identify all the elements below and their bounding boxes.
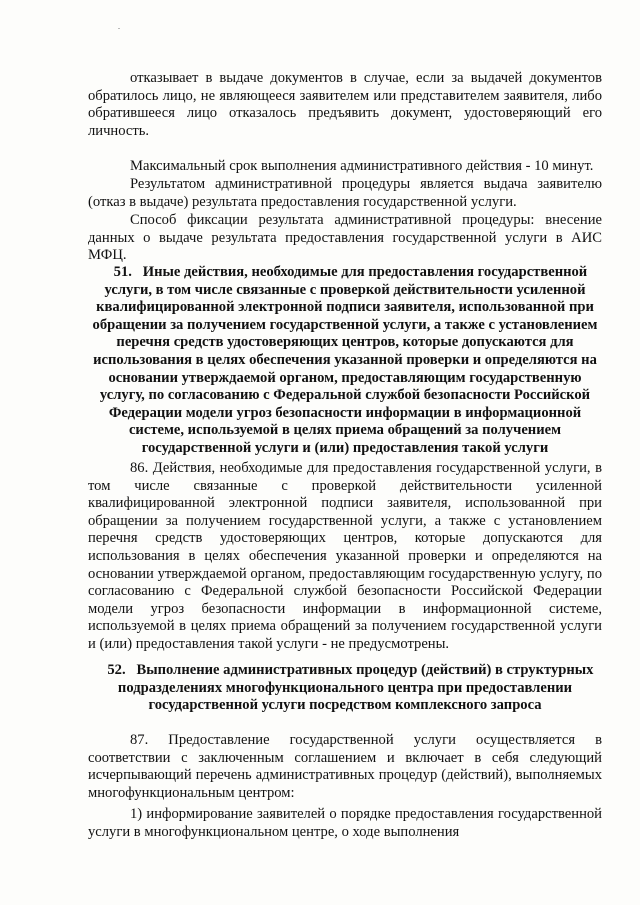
section-title: Иные действия, необходимые для предоставления государственной услуги, в том числе связанные с проверкой действительности усиленной квалифицированной электронной подписи заявителя, использованной при обращении за получением государственной услуги, а также с установлением перечня средств удостоверяющих центров, которые допускаются для использования в целях обеспечения указанной проверки и определяются на основании утверждаемой органом, предоставляющим государственную услугу, по согласованию с Федеральной службой безопасности Российской Федерации модели угроз безопасности информации в информационной системе, используемой в целях приема обращений за получением государственной услуги и (или) предоставления такой услуги: [92, 264, 598, 456]
paragraph-max-time: Максимальный срок выполнения административного действия - 10 минут.: [130, 158, 594, 174]
section-heading-52: [88, 662, 602, 715]
paragraph-fixation: Способ фиксации результата административной процедуры: внесение данных о выдаче результата предоставления государственной услуги в АИС МФЦ.: [88, 212, 602, 264]
paragraph-87: 87. Предоставление государственной услуги осуществляется в соответствии с заключенным соглашением и включает в себя следующий исчерпывающий перечень административных процедур (действий), выполняемых многофункциональным центром:: [88, 732, 602, 801]
paragraph-86: 86. Действия, необходимые для предоставления государственной услуги, в том числе связанные с проверкой действительности усиленной квалифицированной электронной подписи заявителя, использованной при обращении за получением государственной услуги, а также с установлением перечня средств удостоверяющих центров, которые допускаются для использования в целях обеспечения указанной проверки и определяются на основании утверждаемой органом, предоставляющим государственную услугу, по согласованию с Федеральной службой безопасности Российской Федерации модели угроз безопасности информации в информационной системе, используемой в целях приема обращений за получением государственной услуги и (или) предоставления такой услуги - не предусмотрены.: [88, 460, 602, 652]
list-item-1: 1) информирование заявителей о порядке предоставления государственной услуги в многофункциональном центре, о ходе выполнения: [88, 806, 602, 840]
section-title: Выполнение административных процедур (действий) в структурных подразделениях многофункционального центра при предоставлении государственной услуги посредством комплексного запроса: [117, 662, 594, 714]
section-heading-51: [88, 264, 602, 458]
scan-speck: [118, 28, 120, 29]
section-number: 52.: [107, 662, 126, 678]
paragraph-refusal: отказывает в выдаче документов в случае, если за выдачей документов обратилось лицо, не являющееся заявителем или представителем заявителя, либо обратившееся лицо отказалось предъявить документ, удостоверяющий его личность.: [88, 70, 602, 139]
section-number: 51.: [113, 264, 132, 280]
paragraph-result: Результатом административной процедуры является выдача заявителю (отказ в выдаче) результата предоставления государственной услуги.: [88, 176, 602, 210]
